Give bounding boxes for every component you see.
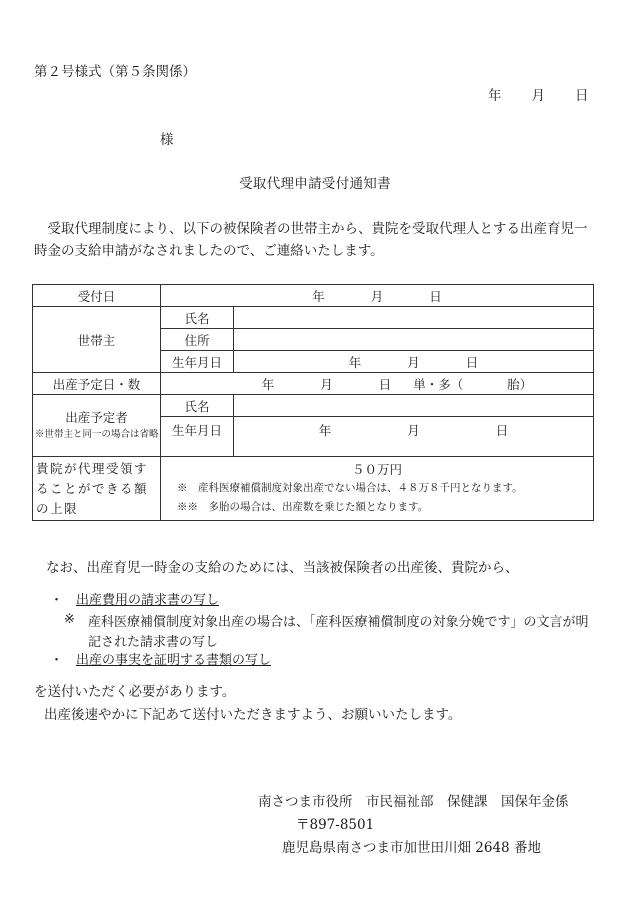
addressee-suffix: 様 <box>160 132 174 148</box>
reception-date-value <box>161 285 594 307</box>
required-doc-birth-proof: 出産の事実を証明する書類の写し <box>76 653 272 668</box>
payment-limit-label-line-3: の上限 <box>36 500 79 516</box>
payment-limit-amount: ５０万円 <box>352 462 403 477</box>
household-birthdate-label: 生年月日 <box>161 351 234 373</box>
year-label: 年 <box>318 423 332 438</box>
notice-date <box>488 90 589 104</box>
household-address-label: 住所 <box>161 329 234 351</box>
required-doc-invoice: 出産費用の請求書の写し <box>76 593 220 608</box>
sub-note-mark: ※ <box>64 612 75 627</box>
expectant-birthdate-ymd <box>234 421 593 439</box>
expectant-birthdate-label: 生年月日 <box>161 417 234 457</box>
due-date-ymd <box>161 375 593 393</box>
date-month-label: 月 <box>531 88 545 104</box>
bullet-mark: ・ <box>50 593 64 608</box>
expectant-birthdate-value <box>234 417 594 457</box>
day-label: 日 <box>465 354 479 370</box>
payment-limit-label <box>33 457 161 521</box>
fetus-suffix: 胎） <box>507 376 533 392</box>
sender-address: 鹿児島県南さつま市加世田川畑 2648 番地 <box>282 840 541 856</box>
intro-paragraph: 受取代理制度により、以下の被保険者の世帯主から、貴院を受取代理人とする出産育児一時金の支給申請がなされましたので、ご連絡いたします。 <box>34 221 588 259</box>
closing-line-1: を送付いただく必要があります。 <box>34 684 236 700</box>
year-label: 年 <box>312 288 325 304</box>
month-label: 月 <box>370 288 384 304</box>
expectant-mother-label: 出産予定者 <box>65 410 128 425</box>
payment-limit-value <box>161 457 594 521</box>
year-label: 年 <box>348 354 362 370</box>
day-label: 日 <box>378 376 392 392</box>
table-row-due-date <box>33 373 594 395</box>
payment-limit-label-line-1: 貴院が代理受領す <box>36 460 149 476</box>
notes-lead: なお、出産育児一時金の支給のためには、当該被保険者の出産後、貴院から、 <box>46 560 519 576</box>
household-address-value <box>234 329 594 351</box>
payment-limit-label-line-2: ることができる額 <box>36 480 149 496</box>
household-birthdate-value <box>234 351 594 373</box>
expectant-name-label: 氏名 <box>161 395 234 417</box>
date-day-label: 日 <box>575 88 589 104</box>
expectant-mother-note: ※世帯主と同一の場合は省略 <box>35 429 159 440</box>
form-number: 第２号様式（第５条関係） <box>34 64 196 80</box>
day-label: 日 <box>495 423 509 438</box>
application-table <box>32 284 594 521</box>
document-title: 受取代理申請受付通知書 <box>239 176 391 192</box>
head-of-household-label: 世帯主 <box>33 307 161 373</box>
household-name-label: 氏名 <box>161 307 234 329</box>
expectant-mother-cell <box>33 395 161 457</box>
month-label: 月 <box>320 376 333 392</box>
reception-date-ymd <box>161 287 593 305</box>
due-date-label: 出産予定日・数 <box>33 373 161 395</box>
invoice-sub-note: 産科医療補償制度対象出産の場合は、「産科医療補償制度の対象分娩です」の文言が明記された請求書の写し <box>88 615 589 650</box>
household-name-value <box>234 307 594 329</box>
bullet-mark: ・ <box>50 653 64 668</box>
single-multiple-label: 単・多（ <box>413 376 464 392</box>
table-row-limit <box>33 457 594 521</box>
expectant-name-value <box>234 395 594 417</box>
date-year-label: 年 <box>488 88 502 104</box>
year-label: 年 <box>261 376 275 392</box>
household-birthdate-ymd <box>234 353 593 371</box>
table-row-household-name <box>33 307 594 329</box>
month-label: 月 <box>407 354 420 370</box>
due-date-value <box>161 373 594 395</box>
sender-office: 南さつま市役所 市民福祉部 保健課 国保年金係 <box>258 794 569 810</box>
amount-note-non-covered: ※ 産科医療補償制度対象出産でない場合は、４８万８千円となります。 <box>177 482 523 494</box>
reception-date-label: 受付日 <box>33 285 161 307</box>
day-label: 日 <box>429 288 442 304</box>
closing-line-2: 出産後速やかに下記あて送付いただきますよう、お願いいたします。 <box>44 707 462 723</box>
sender-zip-code: 〒897-8501 <box>296 817 375 833</box>
table-row-reception-date <box>33 285 594 307</box>
month-label: 月 <box>407 423 420 438</box>
amount-note-multiple-birth: ※※ 多胎の場合は、出産数を乗じた額となります。 <box>177 501 429 513</box>
table-row-expectant-name <box>33 395 594 417</box>
